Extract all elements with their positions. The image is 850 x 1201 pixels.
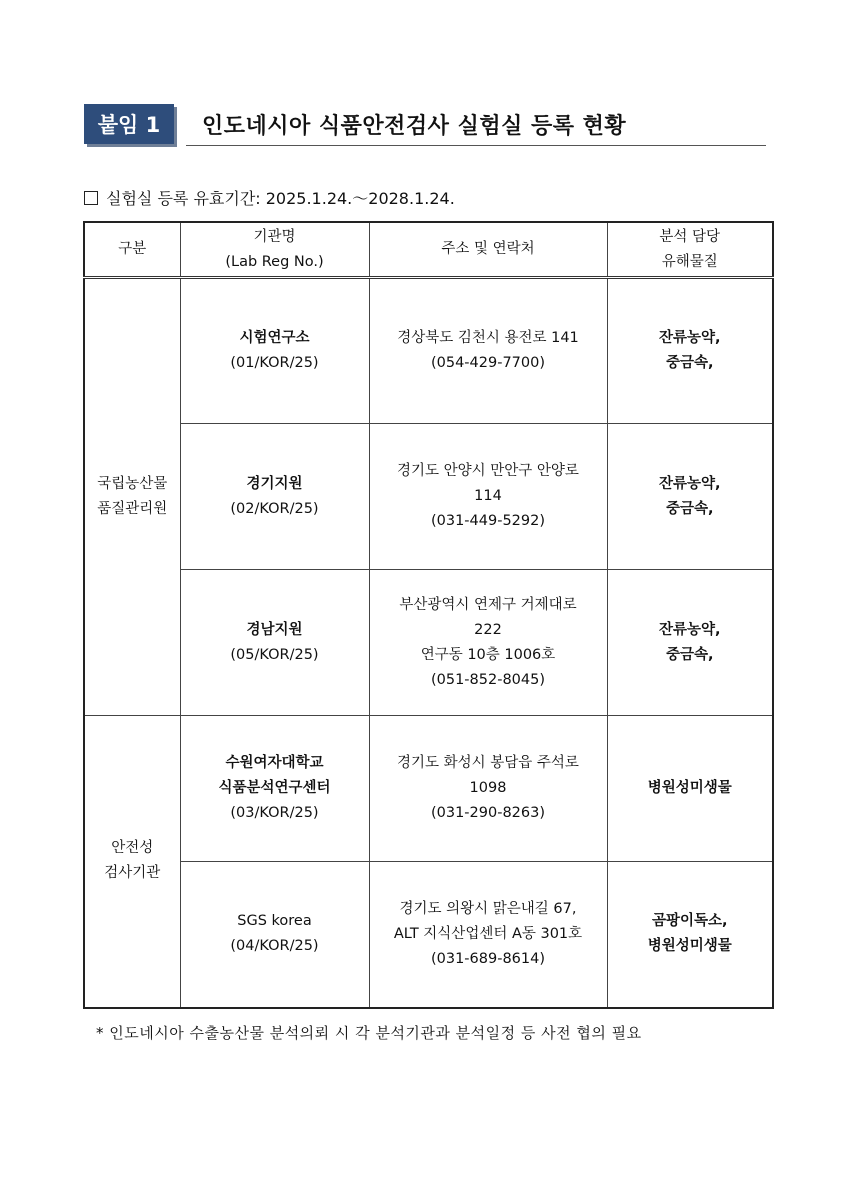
agency-cell: 시험연구소 (01/KOR/25) bbox=[180, 278, 369, 424]
substance-cell: 병원성미생물 bbox=[607, 716, 773, 862]
checkbox-square-icon bbox=[84, 191, 98, 205]
substance-cell: 곰팡이독소, 병원성미생물 bbox=[607, 862, 773, 1008]
header-address: 주소 및 연락처 bbox=[369, 222, 607, 278]
document-header bbox=[84, 104, 766, 146]
table-row bbox=[84, 424, 773, 570]
attachment-badge: 붙임 1 bbox=[84, 104, 174, 144]
substance-cell: 잔류농약, 중금속, bbox=[607, 278, 773, 424]
address-cell: 경상북도 김천시 용전로 141 (054-429-7700) bbox=[369, 278, 607, 424]
address-cell: 부산광역시 연제구 거제대로 222 연구동 10층 1006호 (051-852-8045) bbox=[369, 570, 607, 716]
agency-cell: 수원여자대학교 식품분석연구센터 (03/KOR/25) bbox=[180, 716, 369, 862]
agency-cell: 경기지원 (02/KOR/25) bbox=[180, 424, 369, 570]
header-category: 구분 bbox=[84, 222, 180, 278]
group-cell: 국립농산물 품질관리원 bbox=[84, 278, 180, 716]
table-row bbox=[84, 278, 773, 424]
header-substances: 분석 담당 유해물질 bbox=[607, 222, 773, 278]
address-cell: 경기도 안양시 만안구 안양로 114 (031-449-5292) bbox=[369, 424, 607, 570]
table-row bbox=[84, 570, 773, 716]
table-row bbox=[84, 862, 773, 1008]
lab-registration-table bbox=[83, 221, 774, 1009]
substance-cell: 잔류농약, 중금속, bbox=[607, 424, 773, 570]
substance-cell: 잔류농약, 중금속, bbox=[607, 570, 773, 716]
footnote: * 인도네시아 수출농산물 분석의뢰 시 각 분석기관과 분석일정 등 사전 협의 필요 bbox=[96, 1024, 642, 1042]
agency-cell: 경남지원 (05/KOR/25) bbox=[180, 570, 369, 716]
table-header-row bbox=[84, 222, 773, 278]
validity-period bbox=[84, 186, 455, 209]
group-cell: 안전성 검사기관 bbox=[84, 716, 180, 1008]
header-agency: 기관명 (Lab Reg No.) bbox=[180, 222, 369, 278]
address-cell: 경기도 의왕시 맑은내길 67, ALT 지식산업센터 A동 301호 (031-689-8614) bbox=[369, 862, 607, 1008]
title-underline bbox=[186, 145, 766, 146]
agency-cell: SGS korea (04/KOR/25) bbox=[180, 862, 369, 1008]
validity-text: 실험실 등록 유효기간: 2025.1.24.～2028.1.24. bbox=[106, 189, 455, 208]
document-title: 인도네시아 식품안전검사 실험실 등록 현황 bbox=[202, 114, 627, 139]
address-cell: 경기도 화성시 봉담읍 주석로 1098 (031-290-8263) bbox=[369, 716, 607, 862]
table-row bbox=[84, 716, 773, 862]
